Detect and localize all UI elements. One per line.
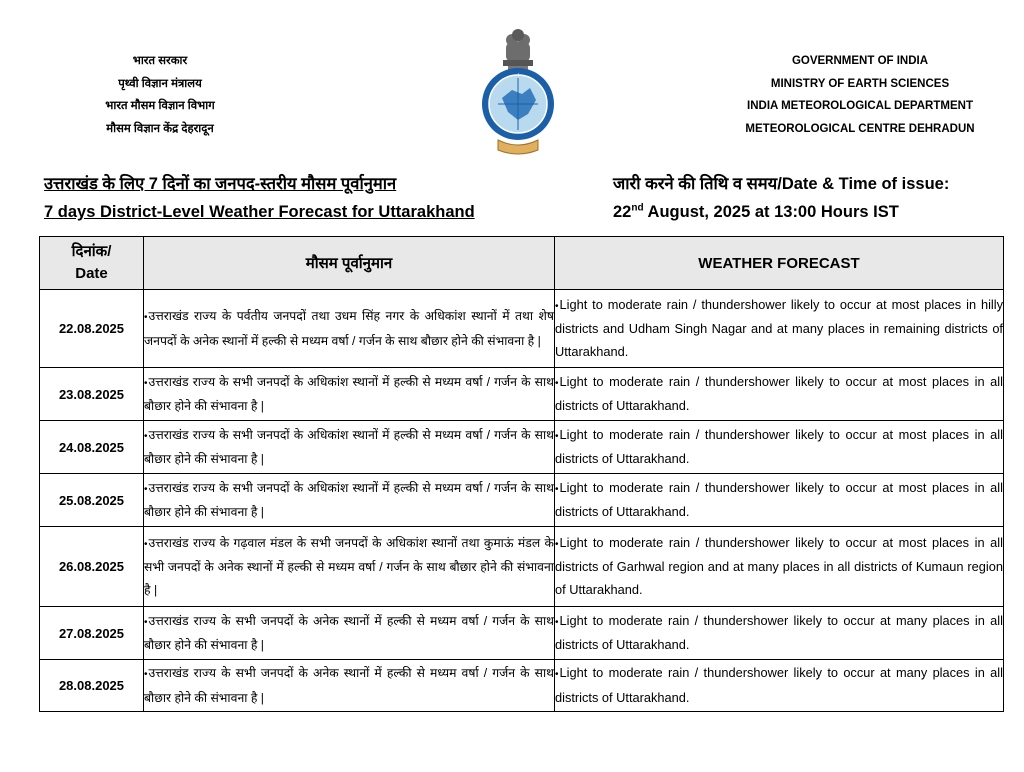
title-english: 7 days District-Level Weather Forecast for Uttarakhand bbox=[44, 203, 475, 221]
issue-day-suffix: nd bbox=[631, 202, 644, 214]
table-row bbox=[40, 290, 1004, 368]
bullet-icon: • bbox=[555, 377, 559, 389]
table-row bbox=[40, 527, 1004, 607]
imd-emblem-logo bbox=[478, 28, 558, 160]
issue-label: जारी करने की तिथि व समय/Date & Time of issue: bbox=[613, 175, 950, 193]
header-left-line: पृथ्वी विज्ञान मंत्रालय bbox=[118, 77, 202, 90]
bullet-icon: • bbox=[555, 669, 559, 680]
forecast-english-text: Light to moderate rain / thundershower likely to occur at most places in all districts of Uttarakhand. bbox=[555, 426, 1003, 466]
forecast-english-text: Light to moderate rain / thundershower likely to occur at many places in all districts of Uttarakhand. bbox=[555, 612, 1003, 652]
bullet-icon: • bbox=[144, 483, 148, 495]
row-forecast-hindi bbox=[144, 474, 555, 527]
row-forecast-hindi bbox=[144, 660, 555, 712]
forecast-hindi-text: उत्तराखंड राज्य के सभी जनपदों के अधिकांश स्थानों में हल्की से मध्यम वर्षा / गर्जन के साथ बौछार होने की संभावना है | bbox=[144, 374, 554, 413]
english-forecast-column-header: WEATHER FORECAST bbox=[555, 237, 1004, 290]
header-right-line: MINISTRY OF EARTH SCIENCES bbox=[770, 77, 950, 90]
row-date: 28.08.2025 bbox=[40, 660, 144, 712]
row-forecast-english bbox=[555, 368, 1004, 421]
row-forecast-english bbox=[555, 421, 1004, 474]
header-left-hindi bbox=[60, 50, 260, 140]
header-left-line: भारत सरकार bbox=[132, 55, 188, 67]
bullet-icon: • bbox=[144, 377, 148, 389]
imd-roundel-icon bbox=[482, 68, 554, 140]
row-date: 23.08.2025 bbox=[40, 368, 144, 421]
bullet-icon: • bbox=[144, 430, 148, 442]
forecast-english-text: Light to moderate rain / thundershower likely to occur at most places in all districts of Garhwal region and at many places in all districts of Kumaun region of Uttarakhand. bbox=[555, 534, 1003, 597]
row-forecast-english bbox=[555, 527, 1004, 607]
row-date: 27.08.2025 bbox=[40, 607, 144, 660]
forecast-hindi-text: उत्तराखंड राज्य के सभी जनपदों के अनेक स्थानों में हल्की से मध्यम वर्षा / गर्जन के साथ बौछार होने की संभावना है | bbox=[144, 613, 554, 652]
forecast-english-text: Light to moderate rain / thundershower likely to occur at many places in all districts of Uttarakhand. bbox=[555, 665, 1003, 705]
forecast-english-text: Light to moderate rain / thundershower likely to occur at most places in hilly districts and Udham Singh Nagar and at many places in remaining districts of Uttarakhand. bbox=[555, 296, 1003, 359]
table-header-row bbox=[40, 237, 1004, 290]
title-hindi: उत्तराखंड के लिए 7 दिनों का जनपद-स्तरीय मौसम पूर्वानुमान bbox=[44, 175, 397, 193]
forecast-hindi-text: उत्तराखंड राज्य के पर्वतीय जनपदों तथा उधम सिंह नगर के अधिकांश स्थानों में तथा शेष जनपदों के अनेक स्थानों में हल्की से मध्यम वर्षा / गर्जन के साथ बौछार होने की संभावना है | bbox=[144, 309, 554, 348]
row-forecast-hindi bbox=[144, 527, 555, 607]
table-row bbox=[40, 607, 1004, 660]
row-forecast-english bbox=[555, 660, 1004, 712]
bullet-icon: • bbox=[555, 483, 559, 495]
row-date: 26.08.2025 bbox=[40, 527, 144, 607]
row-date: 24.08.2025 bbox=[40, 421, 144, 474]
header-right-line: GOVERNMENT OF INDIA bbox=[791, 55, 929, 67]
bullet-icon: • bbox=[144, 538, 148, 550]
date-header-hindi: दिनांक/ bbox=[71, 243, 112, 260]
bullet-icon: • bbox=[555, 616, 559, 628]
row-forecast-english bbox=[555, 474, 1004, 527]
forecast-english-text: Light to moderate rain / thundershower likely to occur at most places in all districts of Uttarakhand. bbox=[555, 373, 1003, 413]
bullet-icon: • bbox=[144, 616, 148, 628]
header-right-english bbox=[720, 50, 1000, 140]
issue-day: 22 bbox=[613, 203, 632, 221]
banner-scroll-icon bbox=[498, 140, 538, 154]
header-left-line: भारत मौसम विज्ञान विभाग bbox=[105, 100, 215, 112]
svg-text:।: । bbox=[517, 72, 519, 78]
forecast-table bbox=[39, 236, 1004, 712]
forecast-hindi-text: उत्तराखंड राज्य के गढ़वाल मंडल के सभी जनपदों के अधिकांश स्थानों तथा कुमाऊं मंडल के सभी जनपदों के अनेक स्थानों में हल्की से मध्यम वर्षा / गर्जन के साथ बौछार होने की संभावना है | bbox=[144, 535, 554, 597]
header-left-line: मौसम विज्ञान केंद्र देहरादून bbox=[106, 122, 214, 135]
row-forecast-hindi bbox=[144, 607, 555, 660]
bullet-icon: • bbox=[144, 312, 148, 323]
bullet-icon: • bbox=[555, 538, 559, 550]
bullet-icon: • bbox=[555, 300, 559, 312]
header-right-line: METEOROLOGICAL CENTRE DEHRADUN bbox=[745, 122, 975, 135]
issue-date-value bbox=[613, 198, 949, 226]
forecast-hindi-text: उत्तराखंड राज्य के सभी जनपदों के अधिकांश स्थानों में हल्की से मध्यम वर्षा / गर्जन के साथ बौछार होने की संभावना है | bbox=[144, 480, 554, 519]
document-title bbox=[44, 170, 475, 226]
forecast-hindi-text: उत्तराखंड राज्य के सभी जनपदों के अनेक स्थानों में हल्की से मध्यम वर्षा / गर्जन के साथ बौछार होने की संभावना है | bbox=[144, 666, 554, 705]
row-forecast-hindi bbox=[144, 368, 555, 421]
header-right-line: INDIA METEOROLOGICAL DEPARTMENT bbox=[747, 100, 973, 112]
issue-datetime bbox=[613, 170, 949, 226]
issue-date-rest: August, 2025 at 13:00 Hours IST bbox=[643, 203, 899, 221]
table-row bbox=[40, 474, 1004, 527]
table-row bbox=[40, 421, 1004, 474]
row-forecast-hindi bbox=[144, 421, 555, 474]
row-date: 22.08.2025 bbox=[40, 290, 144, 368]
table-row bbox=[40, 368, 1004, 421]
date-header-english: Date bbox=[75, 265, 108, 282]
forecast-hindi-text: उत्तराखंड राज्य के सभी जनपदों के अधिकांश स्थानों में हल्की से मध्यम वर्षा / गर्जन के साथ बौछार होने की संभावना है | bbox=[144, 427, 554, 466]
row-date: 25.08.2025 bbox=[40, 474, 144, 527]
bullet-icon: • bbox=[555, 430, 559, 442]
row-forecast-english bbox=[555, 607, 1004, 660]
hindi-forecast-column-header: मौसम पूर्वानुमान bbox=[144, 237, 555, 290]
table-row bbox=[40, 660, 1004, 712]
ashoka-emblem-icon bbox=[503, 29, 533, 70]
bullet-icon: • bbox=[144, 669, 148, 680]
date-column-header bbox=[40, 237, 144, 290]
row-forecast-english bbox=[555, 290, 1004, 368]
row-forecast-hindi bbox=[144, 290, 555, 368]
forecast-english-text: Light to moderate rain / thundershower likely to occur at most places in all districts of Uttarakhand. bbox=[555, 479, 1003, 519]
